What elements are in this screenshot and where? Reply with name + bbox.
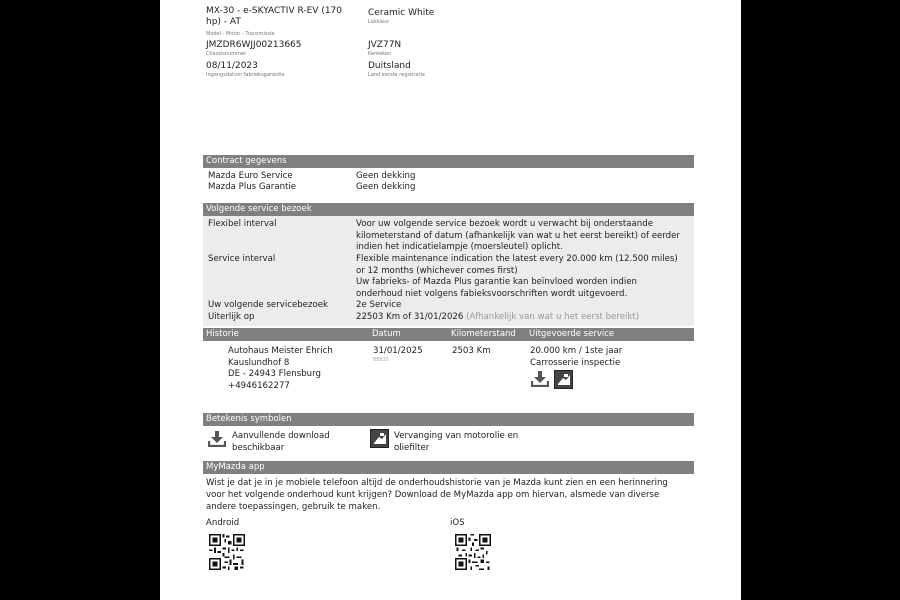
latest-date-label: Uiterlijk op [208, 312, 255, 322]
latest-date-value [356, 312, 639, 324]
service-report-page [160, 0, 741, 600]
service-interval-text: Uw fabrieks- of Mazda Plus garantie kan beïnvloed worden indien [356, 277, 637, 287]
dealer-phone: +4946162277 [228, 380, 290, 391]
contract-row-label: Mazda Plus Garantie [208, 182, 297, 192]
qr-code-icon[interactable] [209, 534, 245, 570]
app-header-title: MyMazda app [206, 462, 265, 472]
history-service-line: Carrosserie inspectie [530, 357, 621, 368]
contract-row-value: Geen dekking [356, 182, 416, 192]
chassis-label: Chassisnummer [206, 51, 247, 57]
dealer-street: Kauslundhof 8 [228, 357, 290, 368]
history-col-service: Uitgevoerde service [529, 329, 615, 339]
history-col-km: Kilometerstand [451, 329, 516, 339]
plate-value: JVZ77N [368, 40, 402, 50]
dealer-name: Autohaus Meister Ehrich [228, 346, 333, 356]
app-description: voor het volgende onderhoud kunt krijgen? Download de MyMazda app om hiervan, alsmede van diverse [206, 490, 660, 500]
history-col-date: Datum [372, 329, 401, 339]
app-description: Wist je dat je in je mobiele telefoon altijd de onderhoudshistorie van je Mazda kunt zien en een herinnering [206, 478, 668, 488]
flex-interval-text: Voor uw volgende service bezoek wordt u verwacht bij onderstaande [356, 219, 653, 229]
android-label: Android [206, 518, 240, 528]
color-label: Lakkleur [368, 19, 390, 25]
oil-change-icon [370, 429, 389, 448]
contract-row-value: Geen dekking [356, 171, 416, 181]
service-interval-text: or 12 months (whichever comes first) [356, 265, 518, 276]
latest-date-note: (Afhankelijk van wat u het eerst bereikt) [466, 312, 640, 322]
service-interval-label: Service interval [208, 254, 276, 264]
download-icon [208, 430, 226, 447]
contract-header-title: Contract gegevens [206, 156, 287, 166]
history-date: 31/01/2025 [373, 346, 423, 356]
latest-date-main: 22503 Km of 31/01/2026 [356, 312, 464, 322]
service-interval-text: onderhoud niet volgens fabieksvoorschriften wordt uitgevoerd. [356, 288, 628, 299]
flex-interval-text: kilometerstand of datum (afhankelijk van wat u het eerst bereikt) of eerder [356, 230, 680, 241]
history-service-line: 20.000 km / 1ste jaar [530, 346, 623, 356]
download-icon[interactable] [531, 370, 549, 387]
app-description: andere toepassingen, gebruik te maken. [206, 502, 381, 512]
service-interval-text: Flexible maintenance indication the latest every 20.000 km (12.500 miles) [356, 254, 678, 264]
chassis-value: JMZDR6WJJ00213665 [206, 40, 302, 50]
warranty-date-label: Ingangsdatum fabrieksgarantie [206, 72, 285, 78]
next-service-header-title: Volgende service bezoek [206, 204, 312, 214]
oil-change-icon [555, 371, 572, 388]
model-value: MX-30 - e-SKYACTIV R-EV (170 hp) - AT [206, 6, 343, 27]
history-col-history: Historie [206, 329, 239, 339]
next-visit-value: 2e Service [356, 300, 402, 310]
oil-change-icon[interactable] [554, 370, 573, 389]
country-value: Duitsland [368, 61, 411, 71]
ios-label: iOS [450, 518, 465, 528]
dealer-city: DE - 24943 Flensburg [228, 369, 321, 379]
app-header [203, 461, 694, 474]
symbol-download-text: beschikbaar [232, 443, 285, 453]
plate-label: Kenteken [368, 51, 392, 57]
next-service-header [203, 203, 694, 216]
history-header [203, 328, 694, 341]
history-km: 2503 Km [452, 346, 491, 356]
symbol-oil-text: oliefilter [394, 443, 430, 453]
history-date-sub: 88835 [373, 357, 389, 363]
model-label: Model - Motor - Transmissie [206, 31, 275, 37]
color-value: Ceramic White [368, 8, 435, 18]
flex-interval-label: Flexibel interval [208, 219, 277, 229]
symbols-header-title: Betekenis symbolen [206, 414, 292, 424]
warranty-date-value: 08/11/2023 [206, 61, 258, 71]
next-visit-label: Uw volgende servicebezoek [208, 300, 329, 310]
symbol-download-text: Aanvullende download [232, 431, 330, 441]
symbols-header [203, 413, 694, 426]
contract-header [203, 155, 694, 168]
contract-row-label: Mazda Euro Service [208, 171, 293, 181]
oil-change-icon [371, 430, 388, 447]
flex-interval-text: indien het indicatielampje (moersleutel) oplicht. [356, 242, 563, 252]
qr-code-icon[interactable] [455, 534, 491, 570]
symbol-oil-text: Vervanging van motorolie en [394, 431, 519, 441]
country-label: Land eerste registratie [368, 72, 425, 78]
